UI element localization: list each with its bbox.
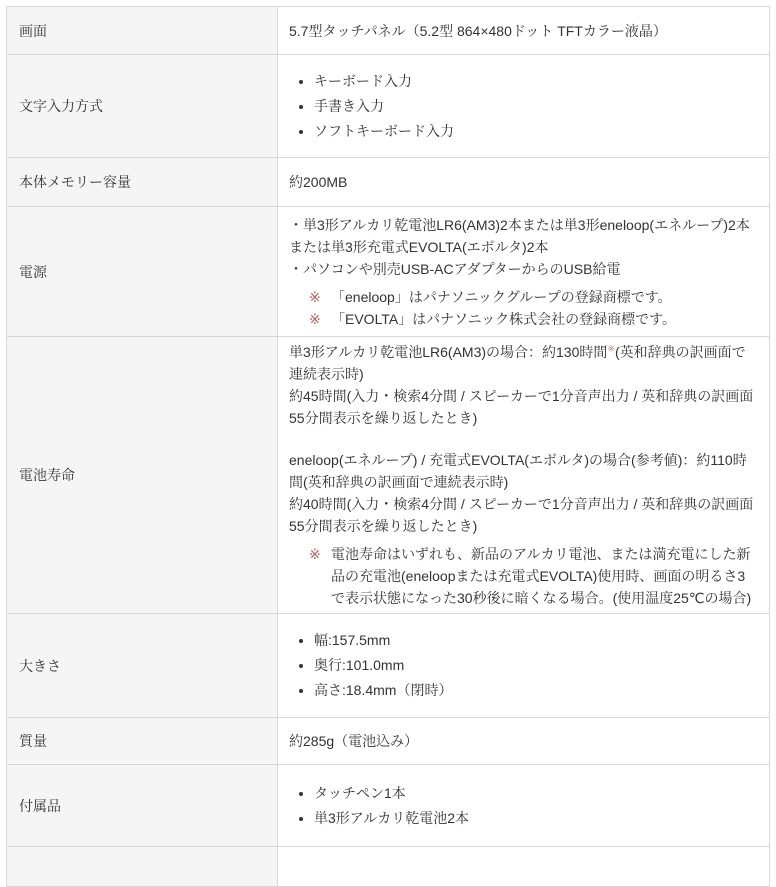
blank-line — [289, 429, 758, 449]
value-paragraph: 約40時間(入力・検索4分間 / スピーカーで1分音声出力 / 英和辞典の訳画面55分間表示を繰り返したとき) — [289, 496, 754, 534]
spec-label-cell: 質量 — [7, 718, 278, 765]
bullet-item: • 手書き入力 — [314, 94, 758, 119]
spec-label-cell: 大きさ — [7, 614, 278, 718]
spec-row — [7, 337, 770, 614]
spec-row — [7, 718, 770, 765]
spec-row — [7, 7, 770, 55]
bullet-item: • 幅:157.5mm — [314, 628, 758, 653]
footnote-line — [289, 543, 758, 609]
reference-mark: ※ — [309, 310, 321, 327]
value-paragraph: ・パソコンや別売USB-ACアダプターからのUSB給電 — [289, 260, 621, 277]
spec-label-cell: 電池寿命 — [7, 337, 278, 614]
spec-label-cell: 画面 — [7, 7, 278, 55]
reference-mark: ※ — [309, 546, 321, 562]
reference-mark: ※ — [309, 288, 321, 305]
paragraph-text: 単3形アルカリ乾電池LR6(AM3)の場合：約130時間 — [289, 344, 608, 360]
bullet-list — [289, 628, 758, 703]
paragraph-text: (英和辞典の訳画面で連続表示時) — [289, 344, 746, 382]
spec-table — [6, 6, 770, 887]
footnote-line — [289, 308, 758, 330]
superscript-reference-mark: ※ — [607, 343, 615, 354]
bullet-item: • 奥行:101.0mm — [314, 653, 758, 678]
spec-value-cell — [278, 718, 770, 765]
bullet-list — [289, 781, 758, 831]
footnote-text: 電池寿命はいずれも、新品のアルカリ電池、または満充電にした新品の充電池(eneloopまたは充電式EVOLTA)使用時、画面の明るさ3で表示状態になった30秒後に暗くなる場合。(使用温度25℃の場合) — [331, 546, 752, 606]
spec-value-cell — [278, 55, 770, 158]
spec-value-cell — [278, 337, 770, 614]
footnote-line — [289, 286, 758, 308]
value-paragraph: eneloop(エネループ) / 充電式EVOLTA(エボルタ)の場合(参考値)：約110時間(英和辞典の訳画面で連続表示時) — [289, 452, 747, 490]
bullet-item: • 高さ:18.4mm（閉時） — [314, 678, 758, 703]
spec-row — [7, 765, 770, 847]
spec-value-text: 約285g（電池込み） — [289, 733, 419, 749]
spec-value-cell — [278, 207, 770, 337]
footnote-text: 「eneloop」はパナソニックグループの登録商標です。 — [331, 288, 672, 305]
value-paragraph — [289, 341, 758, 385]
spec-row — [7, 55, 770, 158]
bullet-list — [289, 69, 758, 144]
spec-label-cell — [7, 847, 278, 887]
value-paragraph: ・単3形アルカリ乾電池LR6(AM3)2本または単3形eneloop(エネループ)2本または単3形充電式EVOLTA(エボルタ)2本 — [289, 216, 750, 255]
bullet-item: • タッチペン1本 — [314, 781, 758, 806]
footnote-text: 「EVOLTA」はパナソニック株式会社の登録商標です。 — [331, 310, 677, 327]
spec-label-cell: 本体メモリー容量 — [7, 158, 278, 207]
value-paragraph: 約45時間(入力・検索4分間 / スピーカーで1分音声出力 / 英和辞典の訳画面55分間表示を繰り返したとき) — [289, 388, 754, 426]
spec-row — [7, 847, 770, 887]
bullet-item: • ソフトキーボード入力 — [314, 119, 758, 144]
spec-value-text: 5.7型タッチパネル（5.2型 864×480ドット TFTカラー液晶） — [289, 22, 667, 39]
spec-label-cell: 電源 — [7, 207, 278, 337]
spec-value-text: 約200MB — [289, 174, 348, 190]
spec-value-cell — [278, 614, 770, 718]
bullet-item: • 単3形アルカリ乾電池2本 — [314, 806, 758, 831]
spec-row — [7, 614, 770, 718]
spec-value-cell — [278, 158, 770, 207]
bullet-item: • キーボード入力 — [314, 69, 758, 94]
spec-label-cell: 付属品 — [7, 765, 278, 847]
spec-value-cell — [278, 765, 770, 847]
spec-table-body — [7, 7, 770, 887]
spec-value-cell — [278, 847, 770, 887]
spec-label-cell: 文字入力方式 — [7, 55, 278, 158]
spec-value-cell — [278, 7, 770, 55]
spec-row — [7, 158, 770, 207]
spec-row — [7, 207, 770, 337]
